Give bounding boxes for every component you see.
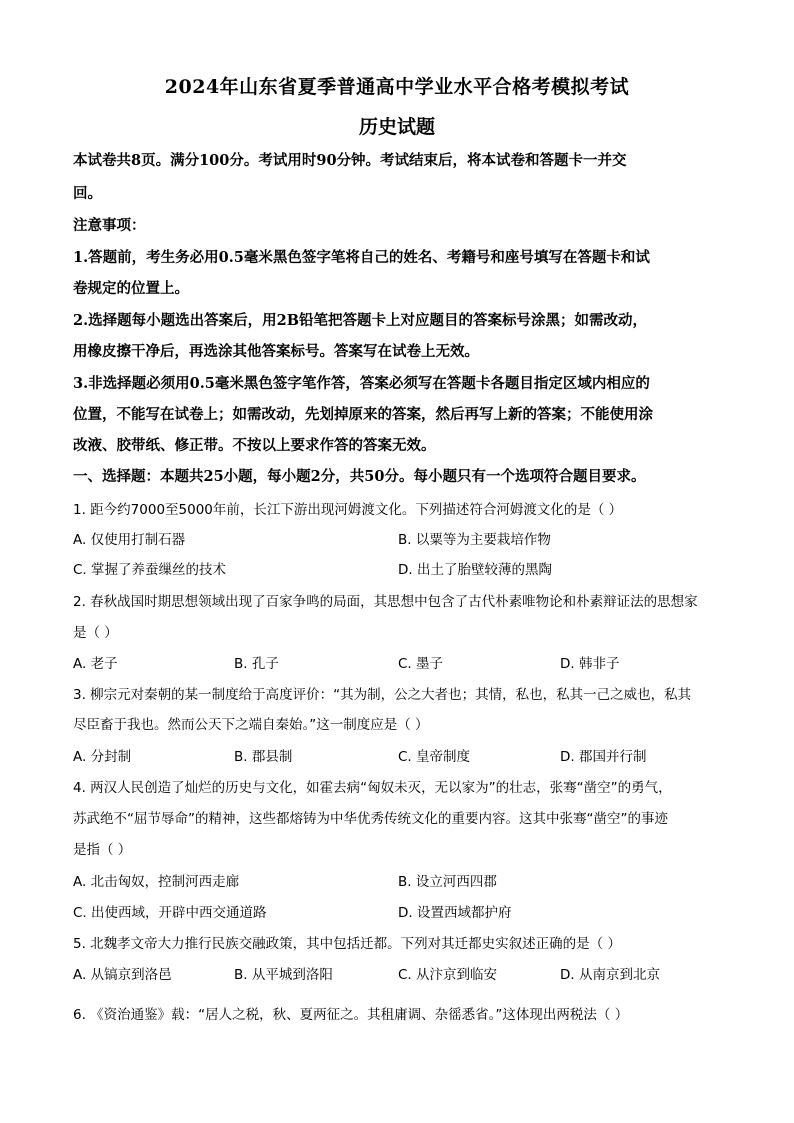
option-b: B. 以粟等为主要栽培作物 [398,532,551,548]
option-c: C. 皇帝制度 [398,749,471,765]
note-line: 3.非选择题必须用0.5毫米黑色签字笔作答，答案必须写在答题卡各题目指定区域内相应的 [73,375,650,392]
option-b: B. 从平城到洛阳 [234,967,333,983]
note-line: 改液、胶带纸、修正带。不按以上要求作答的答案无效。 [73,437,436,454]
section-heading: 一、选择题：本题共25小题，每小题2分，共50分。每小题只有一个选项符合题目要求。 [73,468,646,485]
option-d: D. 设置西域都护府 [398,905,512,921]
notes-heading: 注意事项： [73,217,146,234]
option-a: A. 从镐京到洛邑 [73,967,172,983]
note-line: 2.选择题每小题选出答案后，用2B铅笔把答题卡上对应题目的答案标号涂黑；如需改动， [73,312,647,329]
note-line: 位置，不能写在试卷上；如需改动，先划掉原来的答案，然后再写上新的答案；不能使用涂 [73,406,653,423]
option-d: D. 郡国并行制 [560,749,647,765]
question-stem: 是（ ） [73,625,118,641]
exam-subtitle: 历史试题 [358,116,435,138]
option-c: C. 墨子 [398,656,444,672]
question-stem: 苏武绝不“屈节辱命”的精神，这些都熔铸为中华优秀传统文化的重要内容。这其中张骞“凿空”的事迹 [73,811,668,827]
option-a: A. 老子 [73,656,118,672]
option-c: C. 掌握了养蚕缫丝的技术 [73,562,227,578]
question-stem: 3. 柳宗元对秦朝的某一制度给于高度评价：“其为制，公之大者也；其情，私也，私其一己之威也，私其 [73,687,692,703]
option-d: D. 韩非子 [560,656,620,672]
option-b: B. 孔子 [234,656,279,672]
option-a: A. 北击匈奴，控制河西走廊 [73,874,240,890]
option-b: B. 设立河西四郡 [398,874,497,890]
question-stem: 5. 北魏孝文帝大力推行民族交融政策，其中包括迁都。下列对其迁都史实叙述正确的是（ ） [73,936,621,952]
intro-line: 回。 [73,185,102,202]
question-stem: 1. 距今约7000至5000年前，长江下游出现河姆渡文化。下列描述符合河姆渡文化的是（ ） [73,502,623,518]
intro-line: 本试卷共8页。满分100分。考试用时90分钟。考试结束后，将本试卷和答题卡一并交 [73,152,627,169]
exam-title: 2024年山东省夏季普通高中学业水平合格考模拟考试 [164,76,630,98]
option-a: A. 分封制 [73,749,132,765]
option-c: C. 出使西域，开辟中西交通道路 [73,905,267,921]
option-b: B. 郡县制 [234,749,293,765]
question-stem: 6. 《资治通鉴》载：“居人之税，秋、夏两征之。其租庸调、杂徭悉省。”这体现出两税法（ ） [73,1007,629,1023]
note-line: 卷规定的位置上。 [73,280,189,297]
question-stem: 4. 两汉人民创造了灿烂的历史与文化，如霍去病“匈奴未灭，无以家为”的壮志，张骞“凿空”的勇气， [73,780,672,796]
question-stem: 尽臣畜于我也。然而公天下之端自秦始。”这一制度应是（ ） [73,717,429,733]
option-d: D. 从南京到北京 [560,967,660,983]
option-a: A. 仅使用打制石器 [73,532,186,548]
question-stem: 是指（ ） [73,842,132,858]
option-d: D. 出土了胎壁较薄的黑陶 [398,562,552,578]
note-line: 1.答题前，考生务必用0.5毫米黑色签字笔将自己的姓名、考籍号和座号填写在答题卡和试 [73,249,650,266]
question-stem: 2. 春秋战国时期思想领域出现了百家争鸣的局面，其思想中包含了古代朴素唯物论和朴素辩证法的思想家 [73,594,698,610]
option-c: C. 从汴京到临安 [398,967,498,983]
note-line: 用橡皮擦干净后，再选涂其他答案标号。答案写在试卷上无效。 [73,343,479,360]
